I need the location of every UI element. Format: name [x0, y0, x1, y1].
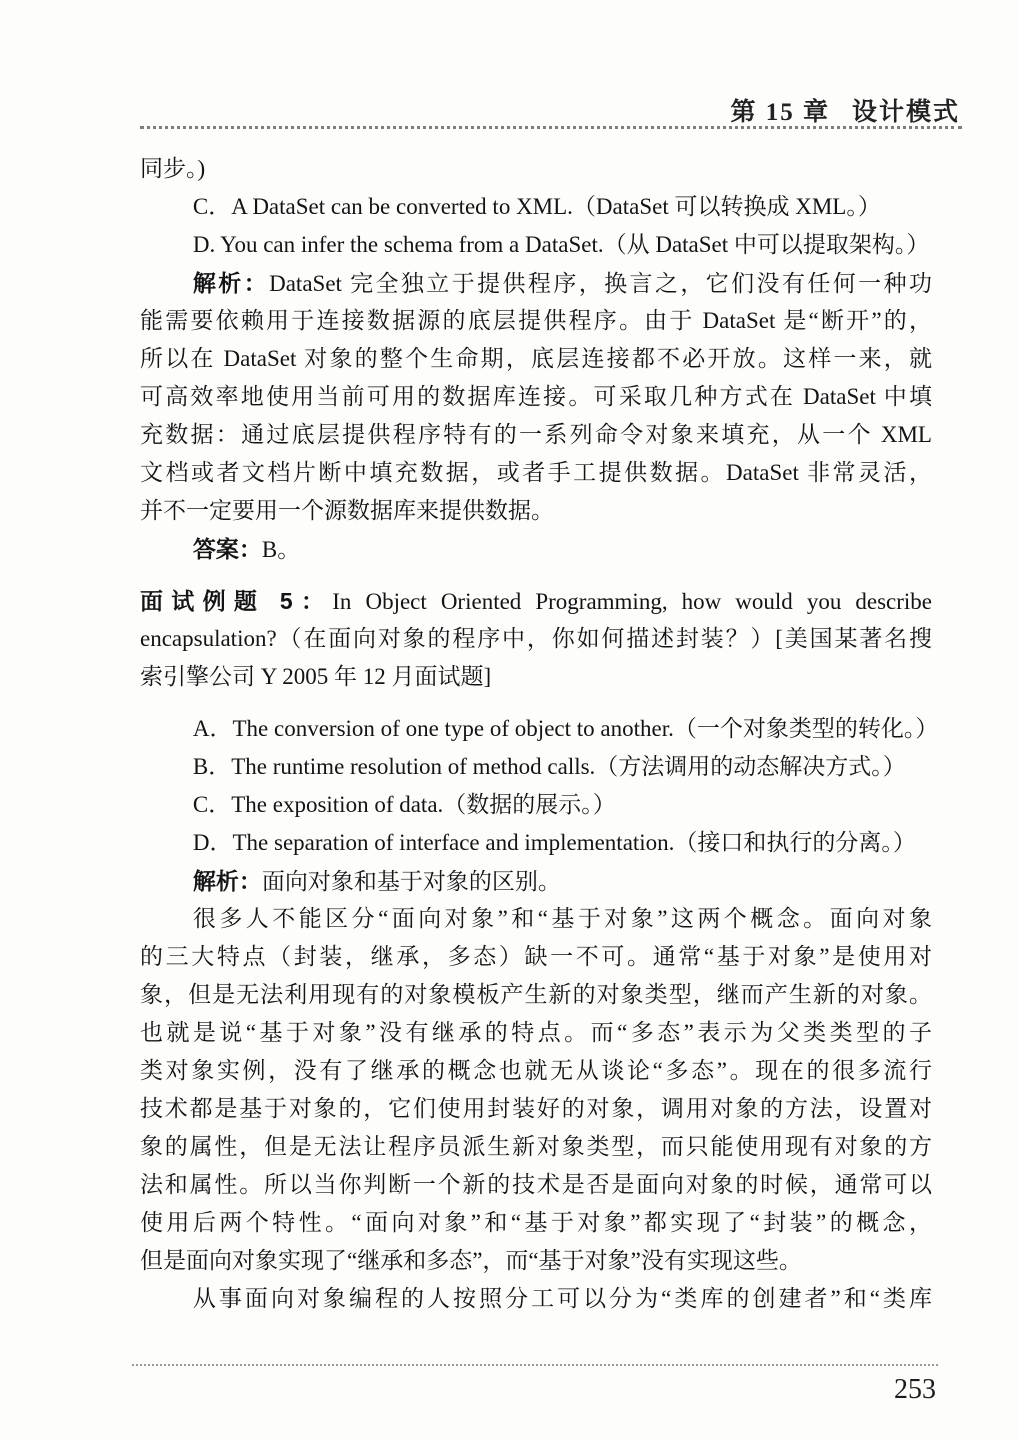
q5-analysis-intro [140, 862, 932, 900]
q4-analysis-line: 所以在 DataSet 对象的整个生命期，底层连接都不必开放。这样一来，就 [140, 346, 932, 371]
q5-body-line: 象，但是无法利用现有的对象模板产生新的对象类型，继而产生新的对象。 [140, 982, 932, 1007]
analysis-text: DataSet 完全独立于提供程序，换言之，它们没有任何一种功 [269, 271, 932, 296]
q5-body2-line: 从事面向对象编程的人按照分工可以分为“类库的创建者”和“类库 [192, 1286, 932, 1311]
q4-analysis-line [140, 264, 932, 302]
q5-body-line: 象的属性，但是无法让程序员派生新对象类型，而只能使用现有对象的方 [140, 1134, 932, 1159]
analysis-label: 解析： [192, 270, 270, 296]
q5-question-text: In Object Oriented Programming, how would you describe [332, 589, 932, 614]
q5-body-line: 也就是说“基于对象”没有继承的特点。而“多态”表示为父类类型的子 [140, 1020, 932, 1045]
q5-body-line: 但是面向对象实现了“继承和多态”，而“基于对象”没有实现这些。 [140, 1248, 802, 1273]
q4-analysis-line: 充数据：通过底层提供程序特有的一系列命令对象来填充，从一个 XML [140, 422, 932, 447]
analysis-intro-text: 面向对象和基于对象的区别。 [261, 869, 561, 894]
q4-analysis-line: 能需要依赖用于连接数据源的底层提供程序。由于 DataSet 是“断开”的， [140, 308, 932, 333]
q5-body-line: 法和属性。所以当你判断一个新的技术是否是面向对象的时候，通常可以 [140, 1172, 932, 1197]
q5-heading-line [140, 582, 932, 620]
header-dotted-rule [140, 126, 962, 129]
chapter-title: 设计模式 [851, 99, 960, 126]
page-number: 253 [894, 1374, 936, 1405]
chapter-number: 第 15 章 [730, 99, 830, 126]
q4-answer-line [140, 530, 932, 568]
running-header [730, 92, 960, 128]
q5-label: 面试例题 5： [140, 588, 333, 614]
q5-body-line: 技术都是基于对象的，它们使用封装好的对象，调用对象的方法，设置对 [140, 1096, 932, 1121]
q4-analysis-line: 并不一定要用一个源数据库来提供数据。 [140, 498, 554, 523]
q5-option-c: C．The exposition of data.（数据的展示。） [192, 792, 616, 817]
q5-option-b: B．The runtime resolution of method calls.（方法调用的动态解决方式。） [192, 754, 906, 779]
q5-body-line: 很多人不能区分“面向对象”和“基于对象”这两个概念。面向对象 [192, 906, 932, 931]
q4-analysis-line: 可高效率地使用当前可用的数据库连接。可采取几种方式在 DataSet 中填 [140, 384, 932, 409]
q4-option-c: C．A DataSet can be converted to XML.（DataSet 可以转换成 XML。） [192, 194, 881, 219]
q5-heading-line: encapsulation?（在面向对象的程序中，你如何描述封装？）[美国某著名搜 [140, 626, 932, 651]
q5-body-line: 使用后两个特性。“面向对象”和“基于对象”都实现了“封装”的概念， [140, 1210, 932, 1235]
q5-body-line: 的三大特点（封装，继承，多态）缺一不可。通常“基于对象”是使用对 [140, 944, 932, 969]
text-column [140, 150, 939, 1318]
answer-label: 答案： [192, 536, 262, 562]
answer-value: B。 [261, 537, 301, 562]
q5-heading-line: 索引擎公司 Y 2005 年 12 月面试题] [140, 664, 492, 689]
q4-option-d: D. You can infer the schema from a DataSet.（从 DataSet 中可以提取架构。） [192, 232, 930, 257]
q4-tail-line: 同步。) [140, 156, 206, 181]
q5-body-line: 类对象实例，没有了继承的概念也就无从谈论“多态”。现在的很多流行 [140, 1058, 932, 1083]
q4-analysis-line: 文档或者文档片断中填充数据，或者手工提供数据。DataSet 非常灵活， [140, 460, 932, 485]
analysis-label: 解析： [192, 868, 262, 894]
q5-option-d: D．The separation of interface and implementation.（接口和执行的分离。） [192, 830, 916, 855]
footer-dotted-rule [132, 1364, 938, 1366]
q5-option-a: A．The conversion of one type of object to another.（一个对象类型的转化。） [192, 716, 939, 741]
